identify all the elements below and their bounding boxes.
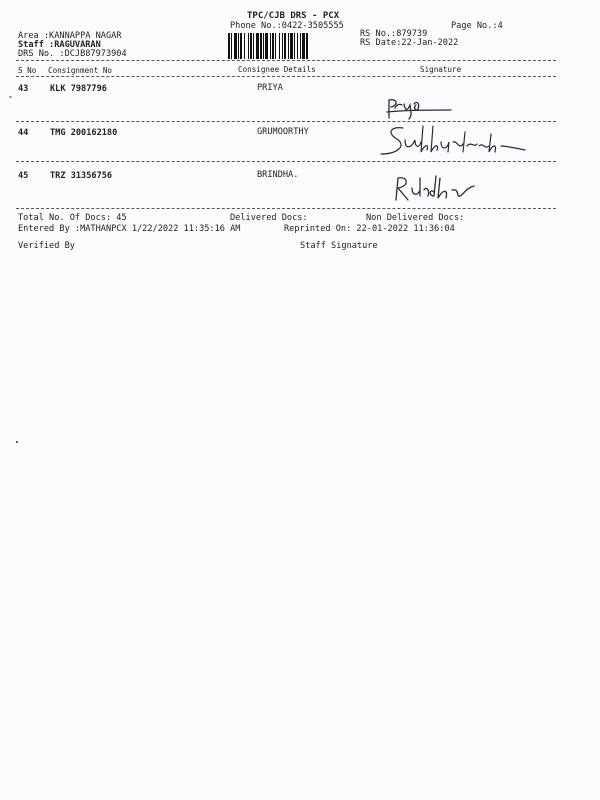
row-consignee: BRINDHA.: [257, 170, 299, 180]
scan-speck: [9, 96, 12, 98]
row-consignment-no: TRZ 31356756: [50, 171, 113, 181]
row-consignment-no: TMG 200162180: [50, 128, 118, 138]
column-header-consignment: Consignment No: [48, 66, 113, 75]
reprinted-on: Reprinted On: 22-01-2022 11:36:04: [284, 224, 455, 234]
non-delivered-docs: Non Delivered Docs:: [366, 213, 465, 223]
barcode: [228, 33, 352, 59]
signature-handwriting: [383, 96, 455, 124]
page-number: Page No.:4: [451, 21, 503, 31]
drs-number: DRS No. :DCJB87973904: [18, 49, 127, 59]
row-consignee: PRIYA: [257, 83, 283, 93]
row-sno: 44: [18, 128, 29, 138]
signature-handwriting: [390, 172, 490, 208]
row-consignee: GRUMOORTHY: [257, 127, 309, 137]
row-rule: [16, 161, 556, 162]
staff-signature-label: Staff Signature: [300, 241, 378, 251]
signature-handwriting: [375, 124, 535, 164]
row-consignment-no: KLK 7987796: [50, 84, 107, 94]
delivered-docs: Delivered Docs:: [230, 213, 308, 223]
rs-number: RS No.:879739: [360, 29, 428, 39]
row-sno: 43: [18, 84, 29, 94]
column-header-signature: Signature: [420, 65, 462, 74]
staff-label: Staff :RAGUVARAN: [18, 40, 101, 50]
column-header-rule: [16, 76, 556, 77]
verified-by: Verified By: [18, 241, 75, 251]
row-sno: 45: [18, 171, 29, 181]
rs-date: RS Date:22-Jan-2022: [360, 38, 459, 48]
row-rule: [16, 208, 556, 209]
column-header-consignee: Consignee Details: [238, 65, 316, 74]
document-title: TPC/CJB DRS - PCX: [247, 11, 340, 21]
total-docs: Total No. Of Docs: 45: [18, 213, 127, 223]
column-header-sno: S No: [18, 66, 37, 75]
row-rule: [16, 121, 556, 122]
entered-by: Entered By :MATHANPCX 1/22/2022 11:35:16 AM: [18, 224, 241, 234]
scan-speck: [16, 441, 18, 443]
area-label: Area :KANNAPPA NAGAR: [18, 31, 122, 41]
header-rule: [16, 60, 556, 61]
phone-number: Phone No.:0422-3505555: [230, 21, 344, 31]
